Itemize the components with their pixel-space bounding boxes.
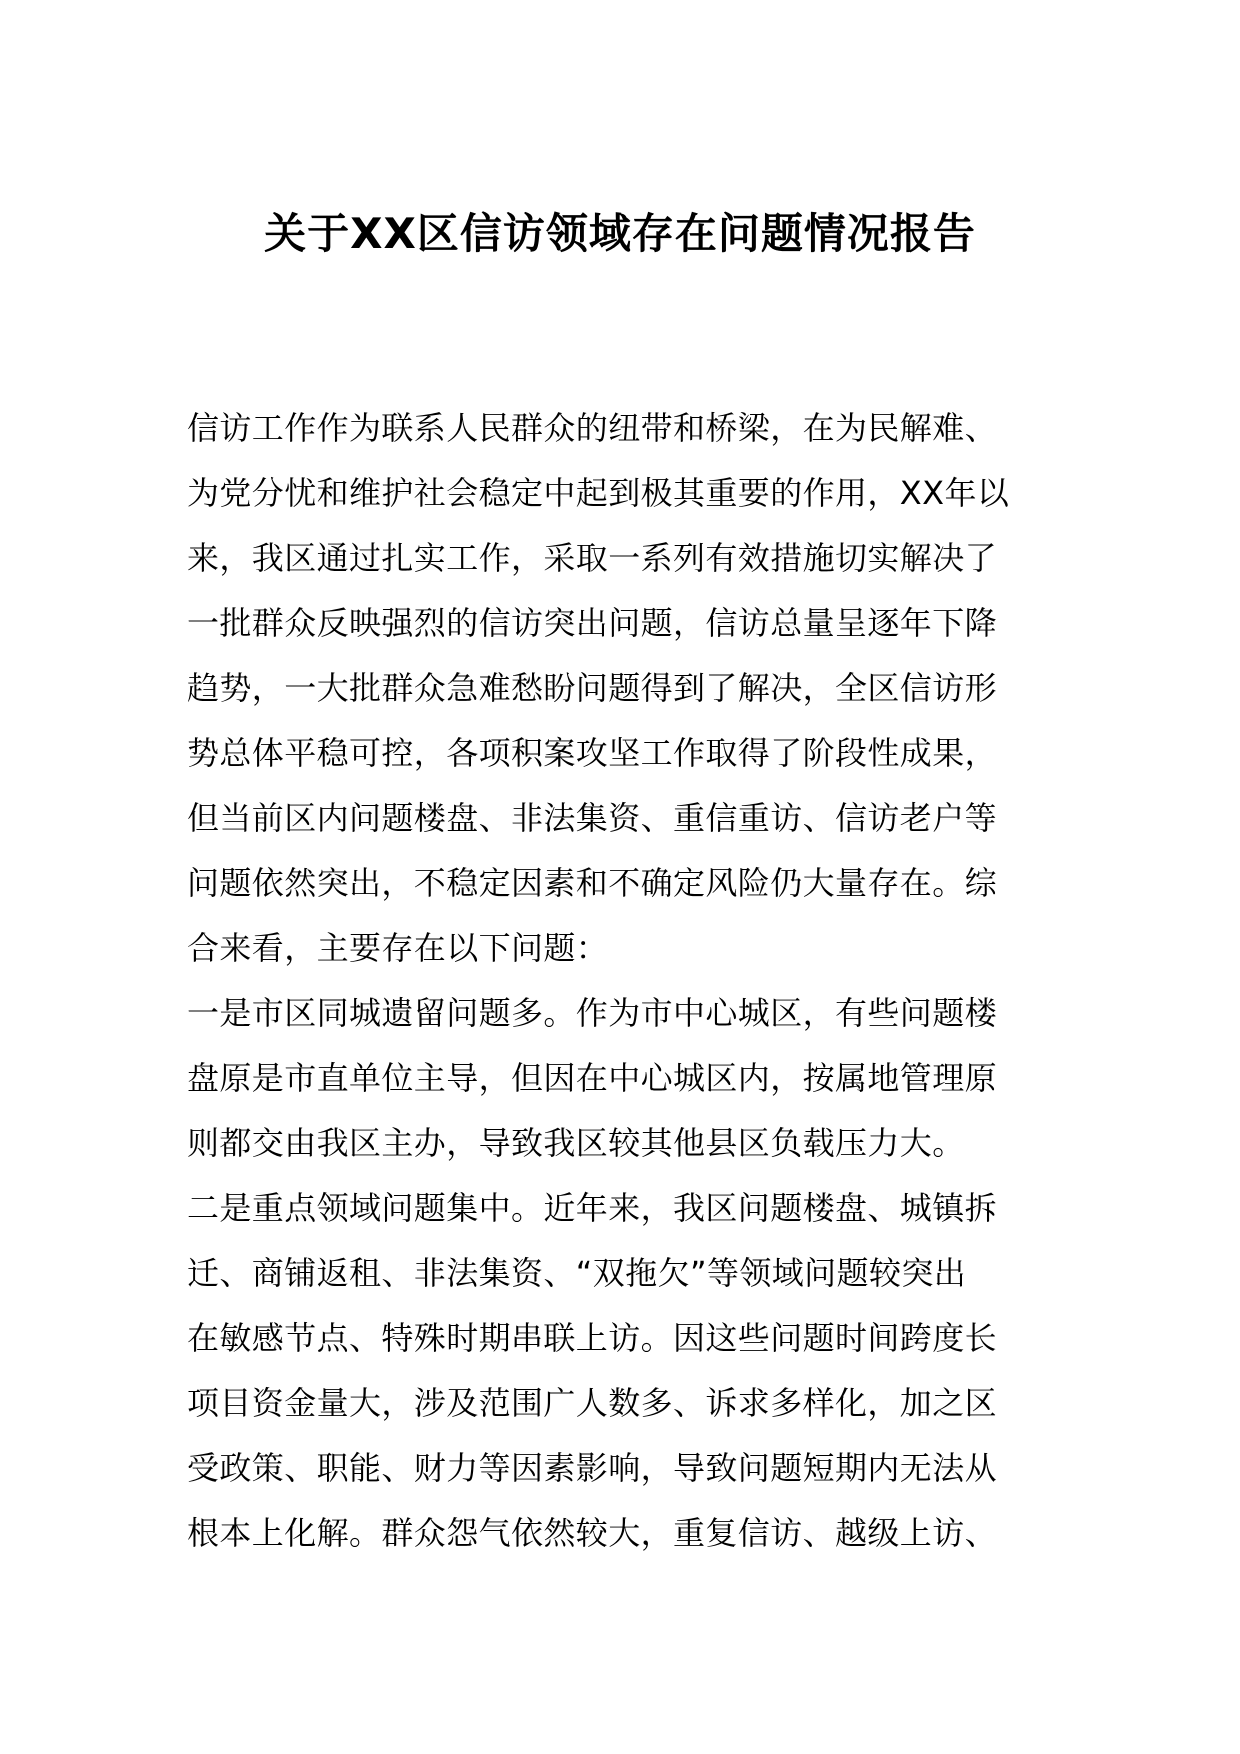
body-line: 盘原是市直单位主导，但因在中心城区内，按属地管理原: [187, 1059, 998, 1097]
body-line: 迁、商铺返租、非法集资、“双拖欠”等领域问题较突出: [187, 1254, 967, 1292]
document-body: [187, 396, 1067, 1566]
body-line: 问题依然突出，不稳定因素和不确定风险仍大量存在。综: [187, 864, 998, 902]
body-line: 为党分忧和维护社会稳定中起到极其重要的作用，XX年以: [187, 474, 1010, 512]
body-line: 一批群众反映强烈的信访突出问题，信访总量呈逐年下降: [187, 604, 998, 642]
body-line: 但当前区内问题楼盘、非法集资、重信重访、信访老户等: [187, 799, 998, 837]
body-line: 信访工作作为联系人民群众的纽带和桥梁，在为民解难、: [187, 409, 998, 447]
body-line: 来，我区通过扎实工作，采取一系列有效措施切实解决了: [187, 539, 998, 577]
document-title: 关于XX区信访领域存在问题情况报告: [264, 209, 976, 258]
body-line: 趋势，一大批群众急难愁盼问题得到了解决，全区信访形: [187, 669, 998, 707]
body-line: 二是重点领域问题集中。近年来，我区问题楼盘、城镇拆: [187, 1189, 998, 1227]
body-line: 一是市区同城遗留问题多。作为市中心城区，有些问题楼: [187, 994, 998, 1032]
body-line: 则都交由我区主办，导致我区较其他县区负载压力大。: [187, 1124, 965, 1162]
body-line: 受政策、职能、财力等因素影响，导致问题短期内无法从: [187, 1449, 998, 1487]
body-line: 势总体平稳可控，各项积案攻坚工作取得了阶段性成果，: [187, 734, 998, 772]
body-line: 根本上化解。群众怨气依然较大，重复信访、越级上访、: [187, 1514, 998, 1552]
body-line: 合来看，主要存在以下问题：: [187, 929, 609, 967]
body-line: 在敏感节点、特殊时期串联上访。因这些问题时间跨度长: [187, 1319, 998, 1357]
body-line: 项目资金量大，涉及范围广人数多、诉求多样化，加之区: [187, 1384, 998, 1422]
